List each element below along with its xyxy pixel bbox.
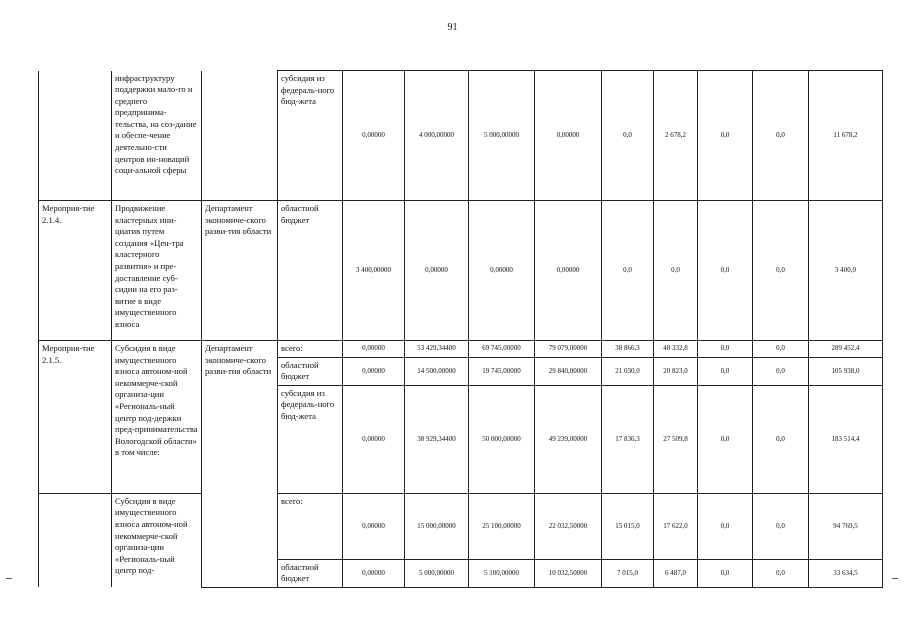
description-cell: инфраструктуру поддержки мало-го и среднего предпринима-тельства, на соз-дание и обеспе-чение деятельно-сти центров ин-новаций соци-альной сферы bbox=[112, 71, 202, 201]
total-cell: 183 514,4 bbox=[809, 385, 883, 493]
value-cell: 3 400,00000 bbox=[343, 201, 405, 341]
value-cell: 0,00000 bbox=[343, 357, 405, 385]
value-cell: 0,00000 bbox=[343, 385, 405, 493]
value-cell: 0,0 bbox=[698, 357, 753, 385]
measure-cell bbox=[39, 71, 112, 201]
value-cell: 0,0 bbox=[698, 493, 753, 559]
value-cell: 5 000,00000 bbox=[405, 559, 469, 587]
value-cell: 29 840,00000 bbox=[535, 357, 602, 385]
value-cell: 27 509,8 bbox=[654, 385, 698, 493]
value-cell: 22 032,50000 bbox=[535, 493, 602, 559]
measure-cell bbox=[39, 493, 112, 587]
value-cell: 69 745,00000 bbox=[469, 341, 535, 358]
value-cell: 5 000,00000 bbox=[469, 71, 535, 201]
value-cell: 50 000,00000 bbox=[469, 385, 535, 493]
total-cell: 105 938,0 bbox=[809, 357, 883, 385]
table-row bbox=[39, 71, 883, 201]
source-cell: всего: bbox=[278, 341, 343, 358]
executor-cell bbox=[202, 71, 278, 201]
value-cell: 0,0 bbox=[654, 201, 698, 341]
value-cell: 0,00000 bbox=[535, 201, 602, 341]
value-cell: 0,0 bbox=[698, 559, 753, 587]
scan-edge-mark bbox=[892, 578, 898, 579]
value-cell: 0,00000 bbox=[469, 201, 535, 341]
value-cell: 19 745,00000 bbox=[469, 357, 535, 385]
value-cell: 0,0 bbox=[753, 201, 809, 341]
table-row bbox=[39, 201, 883, 341]
value-cell: 0,0 bbox=[698, 341, 753, 358]
value-cell: 0,0 bbox=[698, 201, 753, 341]
value-cell: 25 100,00000 bbox=[469, 493, 535, 559]
page-number: 91 bbox=[447, 22, 458, 33]
total-cell: 3 400,0 bbox=[809, 201, 883, 341]
value-cell: 0,0 bbox=[753, 71, 809, 201]
scan-edge-mark bbox=[6, 578, 12, 579]
source-cell: областной бюджет bbox=[278, 201, 343, 341]
executor-cell: Департамент экономиче-ского разви-тия области bbox=[202, 341, 278, 588]
value-cell: 38 929,34400 bbox=[405, 385, 469, 493]
value-cell: 0,0 bbox=[753, 341, 809, 358]
value-cell: 0,0 bbox=[753, 559, 809, 587]
value-cell: 0,0 bbox=[753, 357, 809, 385]
total-cell: 289 452,4 bbox=[809, 341, 883, 358]
measure-cell: Мероприя-тие 2.1.4. bbox=[39, 201, 112, 341]
source-cell: субсидия из федераль-ного бюд-жета bbox=[278, 71, 343, 201]
value-cell: 0,0 bbox=[698, 71, 753, 201]
value-cell: 10 032,50000 bbox=[535, 559, 602, 587]
value-cell: 0,00000 bbox=[535, 71, 602, 201]
value-cell: 0,00000 bbox=[343, 559, 405, 587]
value-cell: 49 239,00000 bbox=[535, 385, 602, 493]
source-cell: субсидия из федераль-ного бюд-жета bbox=[278, 385, 343, 493]
value-cell: 0,00000 bbox=[405, 201, 469, 341]
value-cell: 0,0 bbox=[602, 71, 654, 201]
source-cell: всего: bbox=[278, 493, 343, 559]
value-cell: 14 500,00000 bbox=[405, 357, 469, 385]
value-cell: 0,0 bbox=[753, 493, 809, 559]
value-cell: 17 622,0 bbox=[654, 493, 698, 559]
value-cell: 0,0 bbox=[698, 385, 753, 493]
value-cell: 0,00000 bbox=[343, 493, 405, 559]
value-cell: 20 823,0 bbox=[654, 357, 698, 385]
value-cell: 6 487,0 bbox=[654, 559, 698, 587]
value-cell: 15 000,00000 bbox=[405, 493, 469, 559]
value-cell: 38 866,3 bbox=[602, 341, 654, 358]
source-cell: областной бюджет bbox=[278, 357, 343, 385]
source-cell: областной бюджет bbox=[278, 559, 343, 587]
table-row bbox=[39, 493, 883, 559]
total-cell: 33 634,5 bbox=[809, 559, 883, 587]
description-cell: Субсидия в виде имущественного взноса автоном-ной некоммерче-ской организа-ции «Региональ-ный центр под- bbox=[112, 493, 202, 587]
description-cell: Субсидия в виде имущественного взноса автоном-ной некоммерче-ской организа-ции «Региональ-ный центр под-держки пред-принимательства Вологодской области» в том числе: bbox=[112, 341, 202, 494]
value-cell: 0,0 bbox=[753, 385, 809, 493]
value-cell: 2 678,2 bbox=[654, 71, 698, 201]
measure-cell: Мероприя-тие 2.1.5. bbox=[39, 341, 112, 494]
value-cell: 79 079,00000 bbox=[535, 341, 602, 358]
total-cell: 11 678,2 bbox=[809, 71, 883, 201]
value-cell: 7 015,0 bbox=[602, 559, 654, 587]
description-cell: Продвижение кластерных ини-циатив путем создания «Цен-тра кластерного развития» и пре-доставление суб-сидии на его раз-витие в виде имущественного взноса bbox=[112, 201, 202, 341]
value-cell: 21 030,0 bbox=[602, 357, 654, 385]
value-cell: 0,0 bbox=[602, 201, 654, 341]
executor-cell: Департамент экономиче-ского разви-тия области bbox=[202, 201, 278, 341]
value-cell: 17 836,3 bbox=[602, 385, 654, 493]
value-cell: 4 000,00000 bbox=[405, 71, 469, 201]
total-cell: 94 769,5 bbox=[809, 493, 883, 559]
value-cell: 5 100,00000 bbox=[469, 559, 535, 587]
value-cell: 15 015,0 bbox=[602, 493, 654, 559]
program-table bbox=[38, 70, 883, 588]
value-cell: 48 332,8 bbox=[654, 341, 698, 358]
value-cell: 53 429,34400 bbox=[405, 341, 469, 358]
table-row bbox=[39, 341, 883, 358]
value-cell: 0,00000 bbox=[343, 341, 405, 358]
value-cell: 0,00000 bbox=[343, 71, 405, 201]
